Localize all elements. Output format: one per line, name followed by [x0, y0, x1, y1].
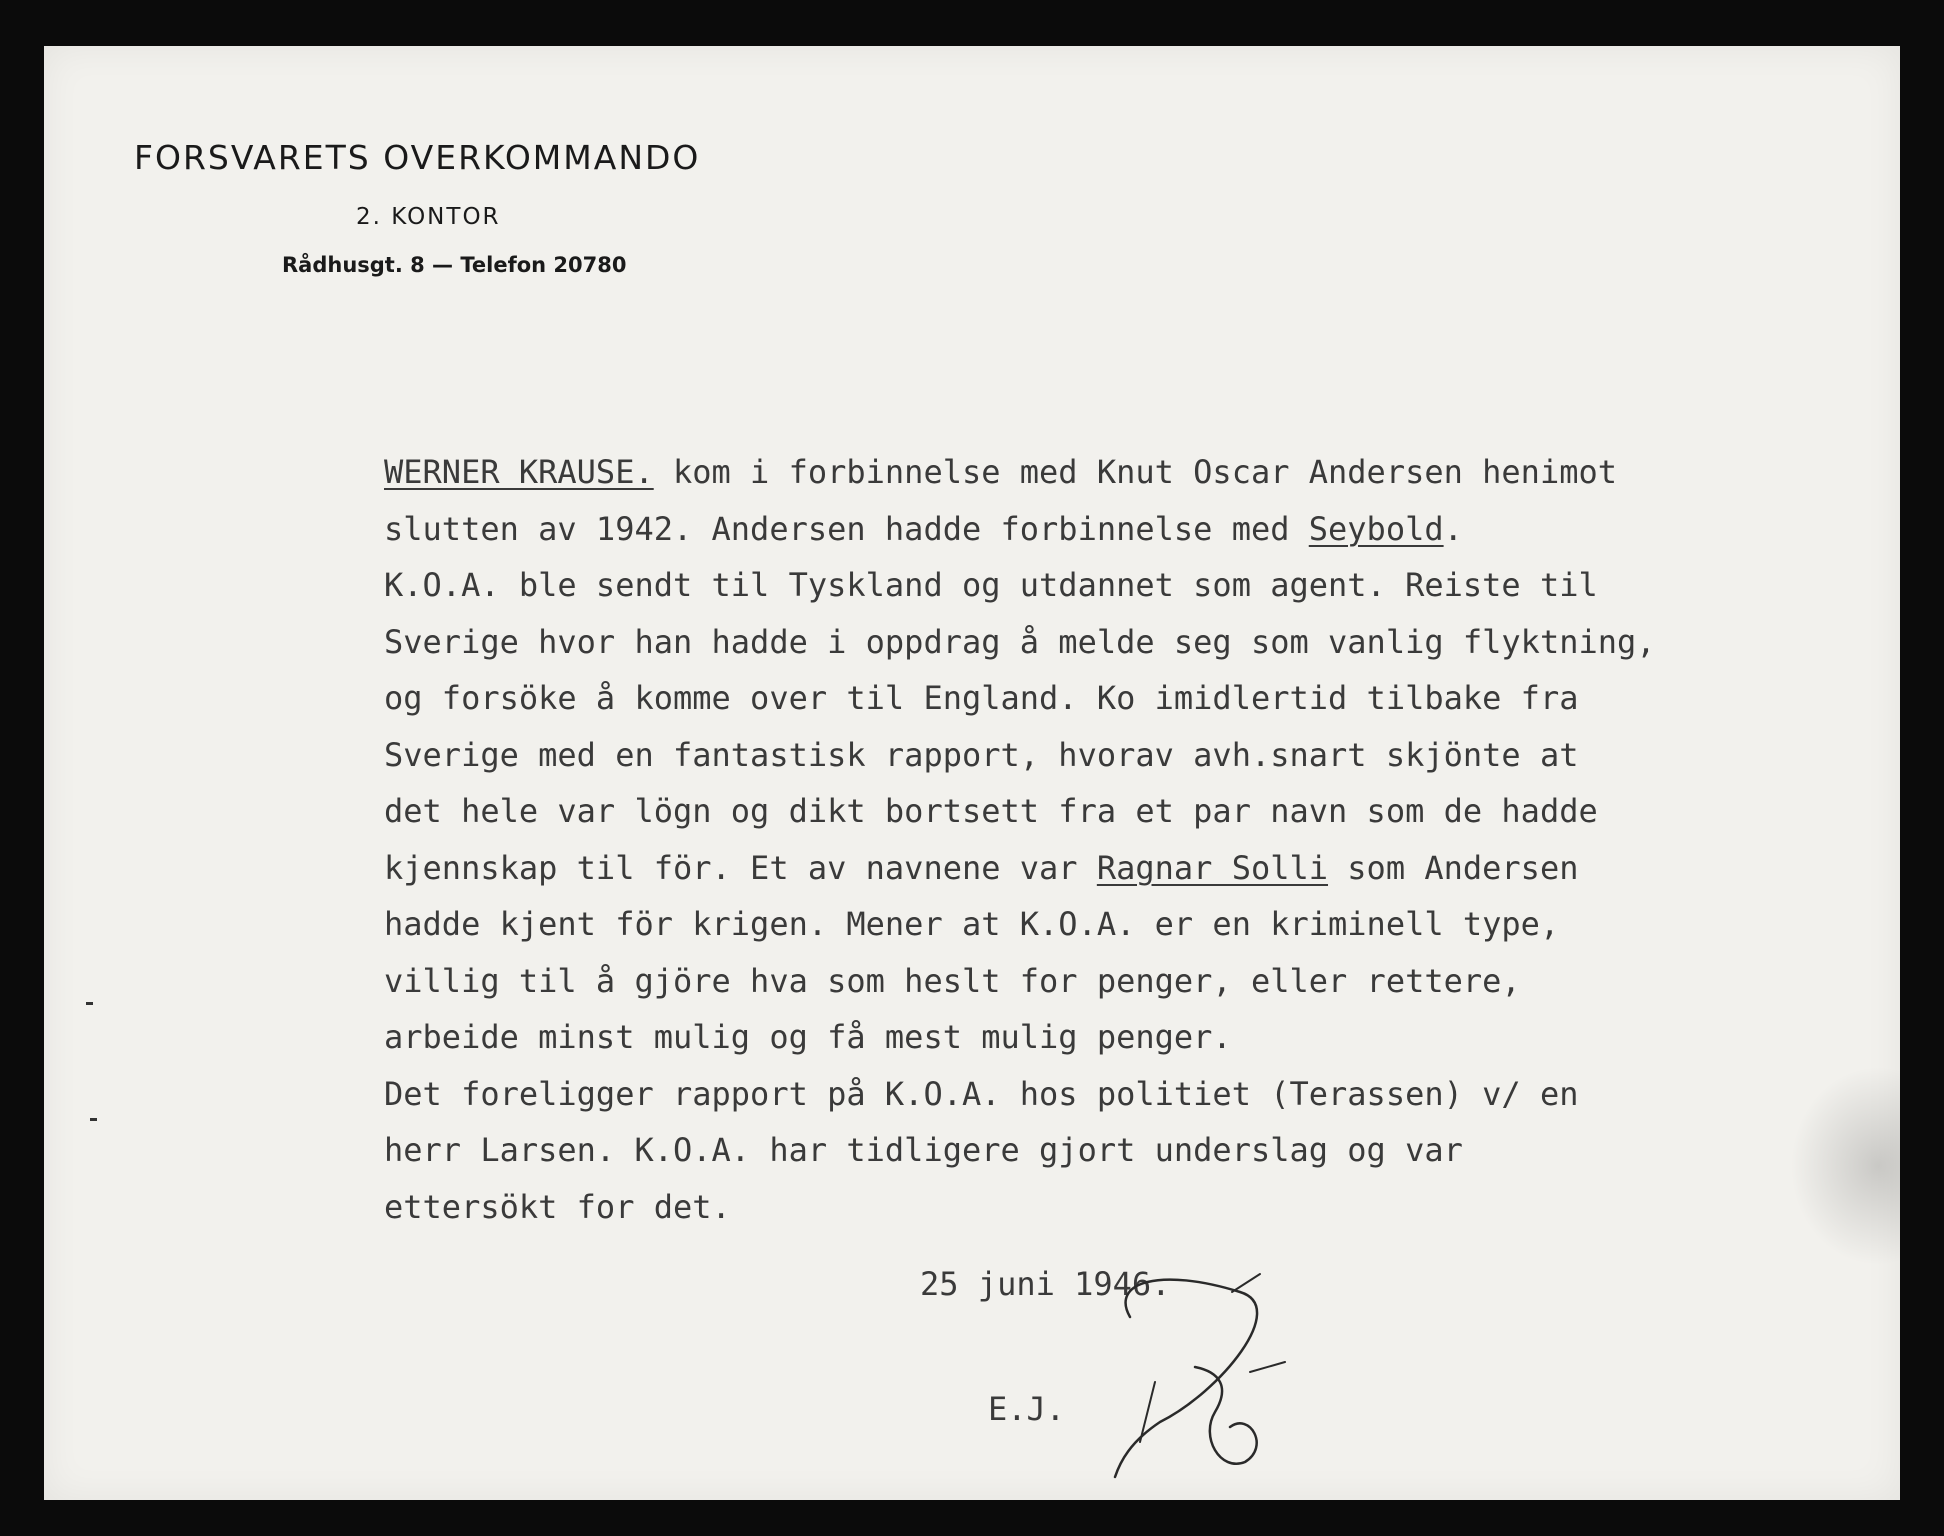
body-line-8 [384, 840, 1894, 897]
body-line-7: det hele var lögn og dikt bortsett fra et par navn som de hadde [384, 792, 1598, 830]
body-line-8-text: kjennskap til för. Et av navnene var [384, 848, 1097, 887]
body-line-2 [384, 501, 1894, 558]
body-line-10: villig til å gjöre hva som heslt for penger, eller rettere, [384, 961, 1521, 1000]
body-line-14: ettersökt for det. [384, 1187, 731, 1226]
body-line-11: arbeide minst mulig og få mest mulig penger. [384, 1018, 1232, 1056]
handwritten-signature [1100, 1262, 1300, 1482]
seybold-name: Seybold [1308, 509, 1444, 548]
body-line-2-text: slutten av 1942. Andersen hadde forbinnelse med [384, 509, 1309, 548]
body-line-1-text: kom i forbinnelse med Knut Oscar Andersen henimot [653, 453, 1617, 491]
body-line-2-end: . [1443, 509, 1463, 548]
body-line-9: hadde kjent för krigen. Mener at K.O.A. er en kriminell type, [384, 905, 1560, 943]
letter-date: 25 juni 1946. [920, 1265, 1171, 1303]
body-line-1 [384, 444, 1894, 501]
margin-mark-1 [86, 1002, 93, 1005]
body-line-13: herr Larsen. K.O.A. har tidligere gjort underslag og var [384, 1131, 1463, 1169]
body-line-6: Sverige med en fantastisk rapport, hvorav avh.snart skjönte at [384, 735, 1579, 774]
author-initials: E.J. [988, 1390, 1066, 1428]
margin-mark-2 [90, 1118, 97, 1121]
ragnar-solli-name: Ragnar Solli [1096, 848, 1329, 887]
body-line-3: K.O.A. ble sendt til Tyskland og utdannet som agent. Reiste til [384, 566, 1598, 604]
letterhead-organization: FORSVARETS OVERKOMMANDO [134, 138, 701, 177]
letterhead-address: Rådhusgt. 8 — Telefon 20780 [282, 253, 627, 277]
typed-body [384, 444, 1894, 1235]
letterhead-office: 2. KONTOR [356, 204, 501, 230]
body-line-4: Sverige hvor han hadde i oppdrag å melde seg som vanlig flyktning, [384, 622, 1656, 661]
subject-name: WERNER KRAUSE. [384, 453, 654, 491]
body-line-12: Det foreligger rapport på K.O.A. hos politiet (Terassen) v/ en [384, 1074, 1579, 1113]
body-line-5: og forsöke å komme over til England. Ko imidlertid tilbake fra [384, 679, 1579, 717]
body-line-8-end: som Andersen [1328, 848, 1579, 887]
